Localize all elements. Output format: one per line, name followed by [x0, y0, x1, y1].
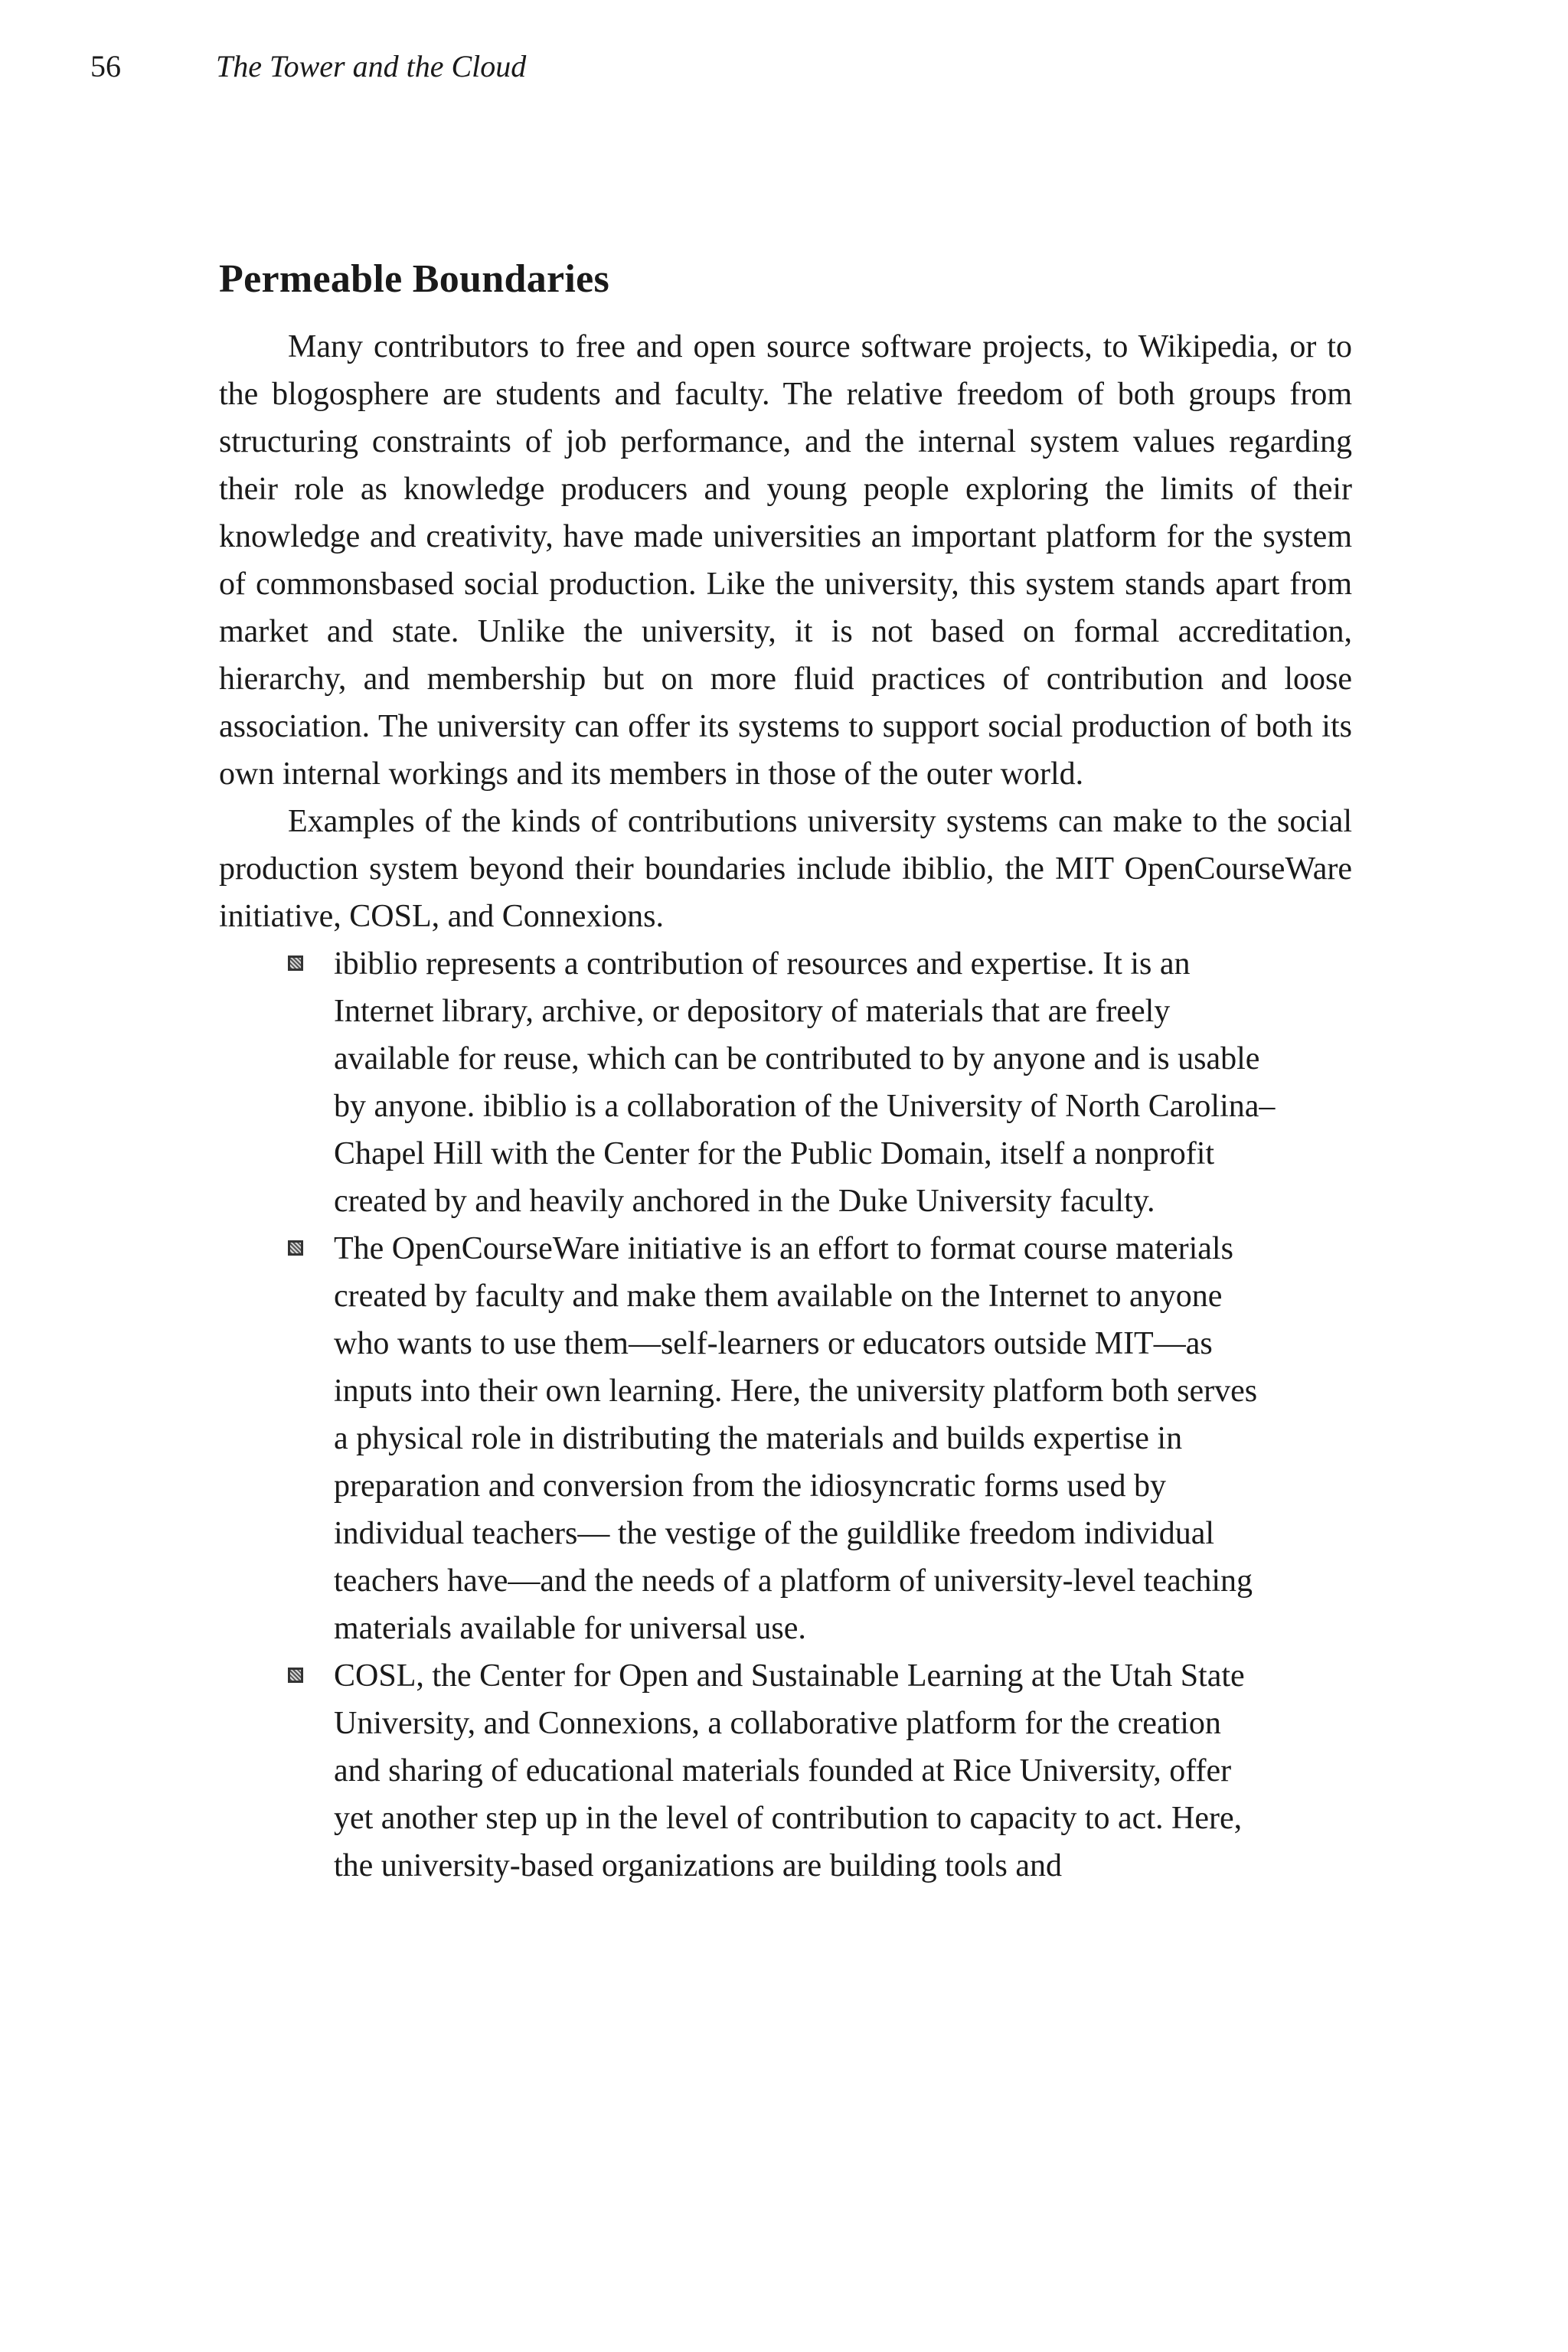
body-paragraph: Examples of the kinds of contributions university systems can make to the social production system beyond their boundaries include ibiblio, the MIT OpenCourseWare initiative, COSL, and Connexions.	[219, 804, 1352, 934]
bullet-text: COSL, the Center for Open and Sustainable Learning at the Utah State University, and Connexions, a collaborative platform for the creation and sharing of educational materials founded at Rice University, offer yet another step up in the level of contribution to capacity to act. Here, the university-based organizations are building tools and	[334, 1658, 1245, 1883]
bullet-list	[219, 940, 1352, 1890]
running-head	[0, 47, 1568, 86]
section-heading: Permeable Boundaries	[219, 257, 610, 301]
square-bullet-icon	[288, 1240, 303, 1256]
bullet-text: The OpenCourseWare initiative is an effort to format course materials created by faculty and make them available on the Internet to anyone who wants to use them—self-learners or educators outside MIT—as inputs into their own learning. Here, the university platform both serves a physical role in distributing the materials and builds expertise in preparation and conversion from the idiosyncratic forms used by individual teachers— the vestige of the guildlike freedom individual teachers have—and the needs of a platform of university-level teaching materials available for universal use.	[334, 1231, 1258, 1646]
book-title: The Tower and the Cloud	[216, 49, 527, 83]
bullet-text: ibiblio represents a contribution of resources and expertise. It is an Internet library, archive, or depository of materials that are freely available for reuse, which can be contributed to by anyone and is usable by anyone. ibiblio is a collaboration of the University of North Carolina–Chapel Hill with the Center for the Public Domain, itself a nonprofit created by and heavily anchored in the Duke University faculty.	[334, 946, 1276, 1219]
square-bullet-icon	[288, 1668, 303, 1683]
bullet-item-opencourseware	[219, 1225, 1276, 1652]
body-paragraph: Many contributors to free and open source software projects, to Wikipedia, or to the blogosphere are students and faculty. The relative freedom of both groups from structuring constraints of job performance, and the internal system values regarding their role as knowledge producers and young people exploring the limits of their knowledge and creativity, have made universities an important platform for the system of commonsbased social production. Like the university, this system stands apart from market and state. Unlike the university, it is not based on formal accreditation, hierarchy, and membership but on more fluid practices of contribution and loose association. The university can offer its systems to support social production of both its own internal workings and its members in those of the outer world.	[219, 329, 1352, 792]
bullet-item-ibiblio	[219, 940, 1276, 1225]
page-number: 56	[90, 49, 121, 83]
page-body	[219, 253, 1352, 1890]
square-bullet-icon	[288, 956, 303, 971]
bullet-item-cosl-connexions	[219, 1652, 1276, 1890]
